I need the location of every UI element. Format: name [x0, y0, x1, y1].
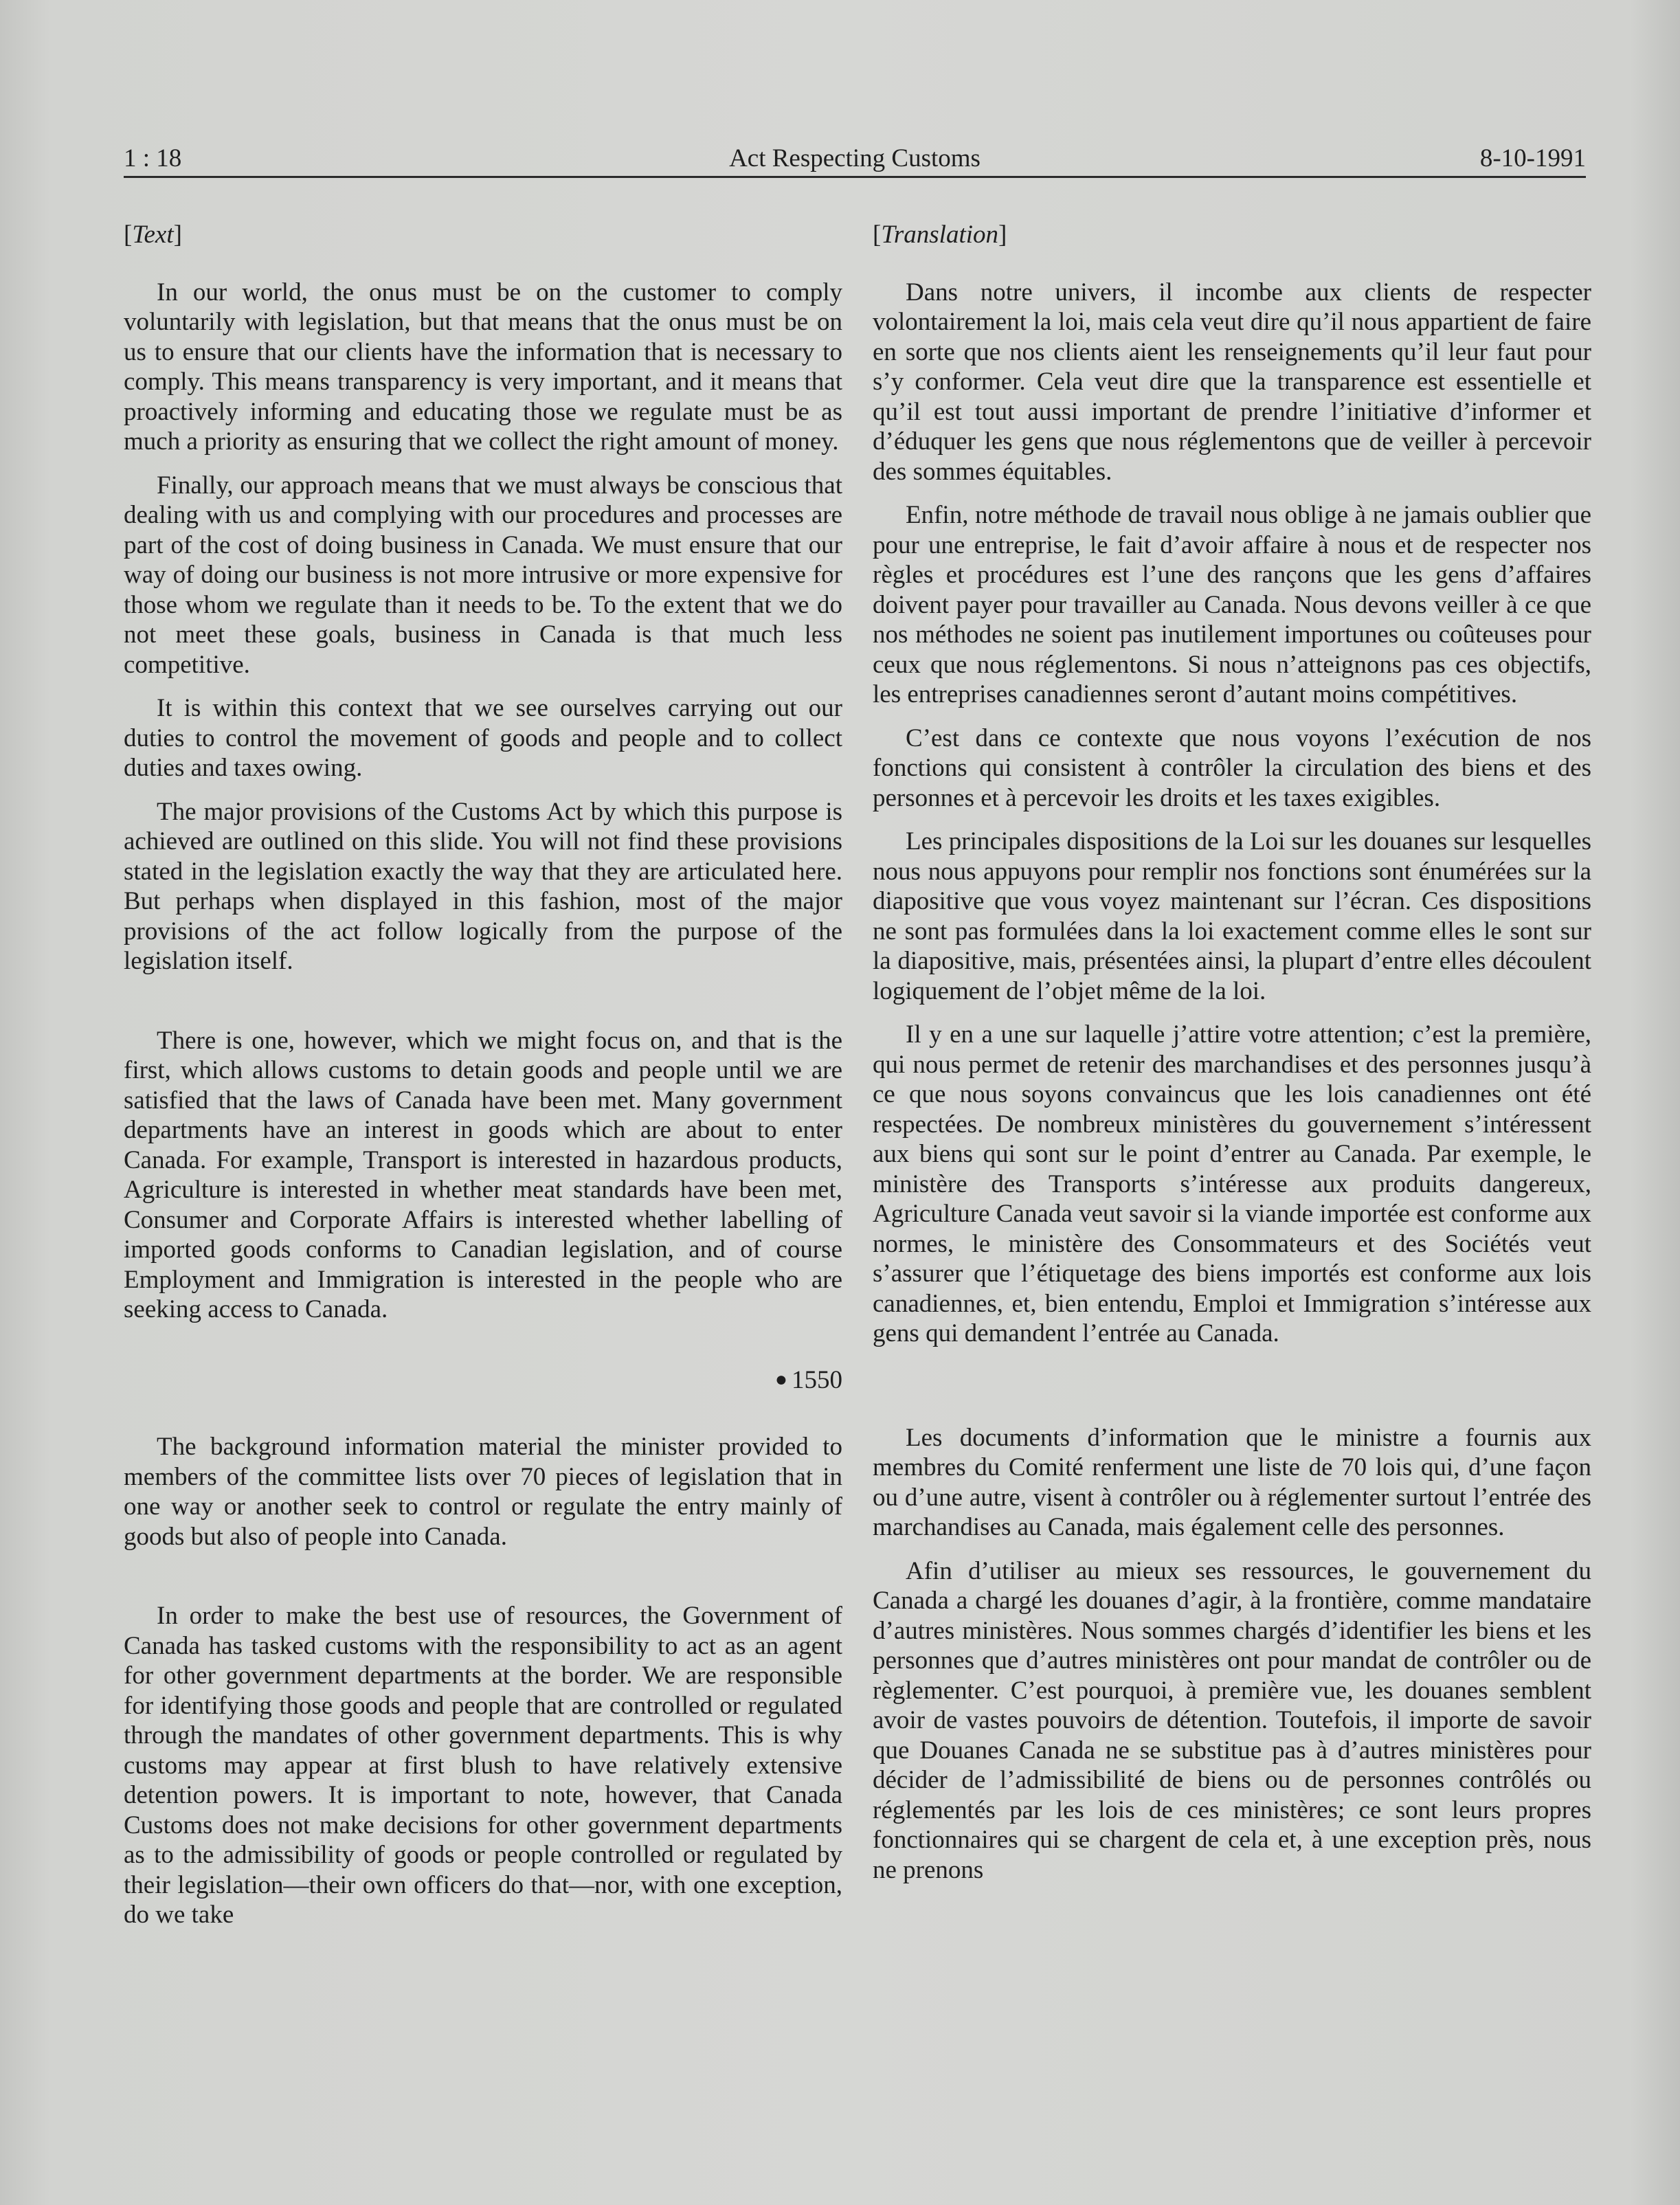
translation-label: [Translation] [873, 221, 1007, 249]
en-paragraph-6: The background information material the minister provided to members of the committee lists over 70 pieces of legislation that in one way or another seek to control or regulate the entry mainly of goods but also of people into Canada. [124, 1433, 842, 1551]
en-paragraph-4: The major provisions of the Customs Act by which this purpose is achieved are outlined on this slide. You will not find these provisions stated in the legislation exactly the way that they are articulated here. But perhaps when displayed in this fashion, most of the major provisions of the act follow logically from the purpose of the legislation itself. [124, 797, 842, 975]
fr-paragraph-4: Les principales dispositions de la Loi sur les douanes sur lesquelles nous nous appuyons pour remplir nos fonctions sont énumérées sur la diapositive que vous voyez maintenant sur l’écran. Ces dispositions ne sont pas formulées dans la loi exactement comme elles le sont sur la diapositive, mais, présentées ainsi, la plupart d’entre elles découlent logiquement de l’objet même de la loi. [873, 827, 1591, 1005]
en-paragraph-1: In our world, the onus must be on the customer to comply voluntarily with legislation, but that means that the onus must be on us to ensure that our clients have the information that is necessary to comply. This means transparency is very important, and it means that proactively informing and educating those we regulate must be as much a priority as ensuring that we collect the right amount of money. [124, 278, 842, 456]
en-paragraph-2: Finally, our approach means that we must always be conscious that dealing with us and complying with our procedures and processes are part of the cost of doing business in Canada. We must ensure that our way of doing our business is not more intrusive or more expensive for those whom we regulate than it needs to be. To the extent that we do not meet these goals, business in Canada is that much less competitive. [124, 471, 842, 679]
en-paragraph-7: In order to make the best use of resources, the Government of Canada has tasked customs with the responsibility to act as an agent for other government departments at the border. We are responsible for identifying those goods and people that are controlled or regulated through the mandates of other government departments. This is why customs may appear at first blush to have relatively extensive detention powers. It is important to note, however, that Canada Customs does not make decisions for other government departments as to the admissibility of goods or people controlled or regulated by their legislation—their own officers do that—nor, with one exception, do we take [124, 1602, 842, 1929]
english-column [124, 220, 842, 1930]
running-header [124, 142, 1586, 178]
fr-paragraph-3: C’est dans ce contexte que nous voyons l’exécution de nos fonctions qui consistent à contrôler la circulation des biens et des personnes et à percevoir les droits et les taxes exigibles. [873, 724, 1591, 812]
fr-paragraph-5: Il y en a une sur laquelle j’attire votre attention; c’est la première, qui nous permet de retenir des marchandises et des personnes jusqu’à ce que nous soyons convaincus que les lois canadiennes ont été respectées. De nombreux ministères du gouvernement s’intéressent aux biens qui sont sur le point d’entrer au Canada. Par exemple, le ministère des Transports s’intéresse aux produits dangereux, Agriculture Canada veut savoir si la viande importée est conforme aux normes, le ministère des Consommateurs et des Sociétés veut s’assurer que l’étiquetage des biens importés est conforme aux lois canadiennes, et, bien entendu, Emploi et Immigration s’intéresse aux gens qui demandent l’entrée au Canada. [873, 1020, 1591, 1347]
french-column [873, 220, 1591, 1885]
fr-paragraph-7: Afin d’utiliser au mieux ses ressources, le gouvernement du Canada a chargé les douanes d’agir, à la frontière, comme mandataire d’autres ministères. Nous sommes chargés d’identifier les biens et les personnes que d’autres ministères ont pour mandat de contrôler ou de règlementer. C’est pourquoi, à première vue, les douanes semblent avoir de vastes pouvoirs de détention. Toutefois, il importe de savoir que Douanes Canada ne se substitue pas à d’autres ministères pour décider de l’admissibilité de biens ou de personnes contrôlés ou réglementés par les lois de ces ministères; ce sont leurs propres fonctionnaires qui se chargent de cela et, à une exception près, nous ne prenons [873, 1556, 1591, 1884]
en-paragraph-5: There is one, however, which we might focus on, and that is the first, which allows customs to detain goods and people until we are satisfied that the laws of Canada have been met. Many government departments have an interest in goods which are about to enter Canada. For example, Transport is interested in hazardous products, Agriculture is interested in whether meat standards have been met, Consumer and Corporate Affairs is interested whether labelling of imported goods conforms to Canadian legislation, and of course Employment and Immigration is interested in the people who are seeking access to Canada. [124, 1026, 842, 1323]
en-paragraph-3: It is within this context that we see ourselves carrying out our duties to control the movement of goods and people and to collect duties and taxes owing. [124, 694, 842, 782]
running-title: Act Respecting Customs [729, 144, 981, 172]
page-number: 1 : 18 [124, 144, 182, 172]
fr-paragraph-6: Les documents d’information que le ministre a fournis aux membres du Comité renferment une liste de 70 lois qui, d’une façon ou d’une autre, visent à contrôler ou à réglementer surtout l’entrée des marchandises au Canada, mais également celle des personnes. [873, 1423, 1591, 1541]
column-gap [873, 1349, 1591, 1423]
header-date: 8-10-1991 [1479, 144, 1586, 172]
fr-paragraph-1: Dans notre univers, il incombe aux clients de respecter volontairement la loi, mais cela veut dire qu’il nous appartient de faire en sorte que nos clients aient les renseignements qu’il leur faut pour s’y conformer. Cela veut dire que la transparence est essentielle et qu’il est tout aussi important de prendre l’initiative d’informer et d’éduquer les gens que nous réglementons que de veiller à percevoir des sommes équitables. [873, 278, 1591, 486]
bullet-icon: ● [774, 1367, 787, 1391]
fr-paragraph-2: Enfin, notre méthode de travail nous oblige à ne jamais oublier que pour une entreprise, le fait d’avoir affaire à nous et de respecter nos règles et procédures est l’une des rançons que les gens d’affaires doivent payer pour travailler au Canada. Nous devons veiller à ce que nos méthodes ne soient pas inutilement importunes ou coûteuses pour ceux que nous réglementons. Si nous n’atteignons pas ces objectifs, les entreprises canadiennes seront d’autant moins compétitives. [873, 501, 1591, 708]
time-stamp: ● 1550 [774, 1365, 842, 1394]
text-label: [Text] [124, 221, 182, 249]
